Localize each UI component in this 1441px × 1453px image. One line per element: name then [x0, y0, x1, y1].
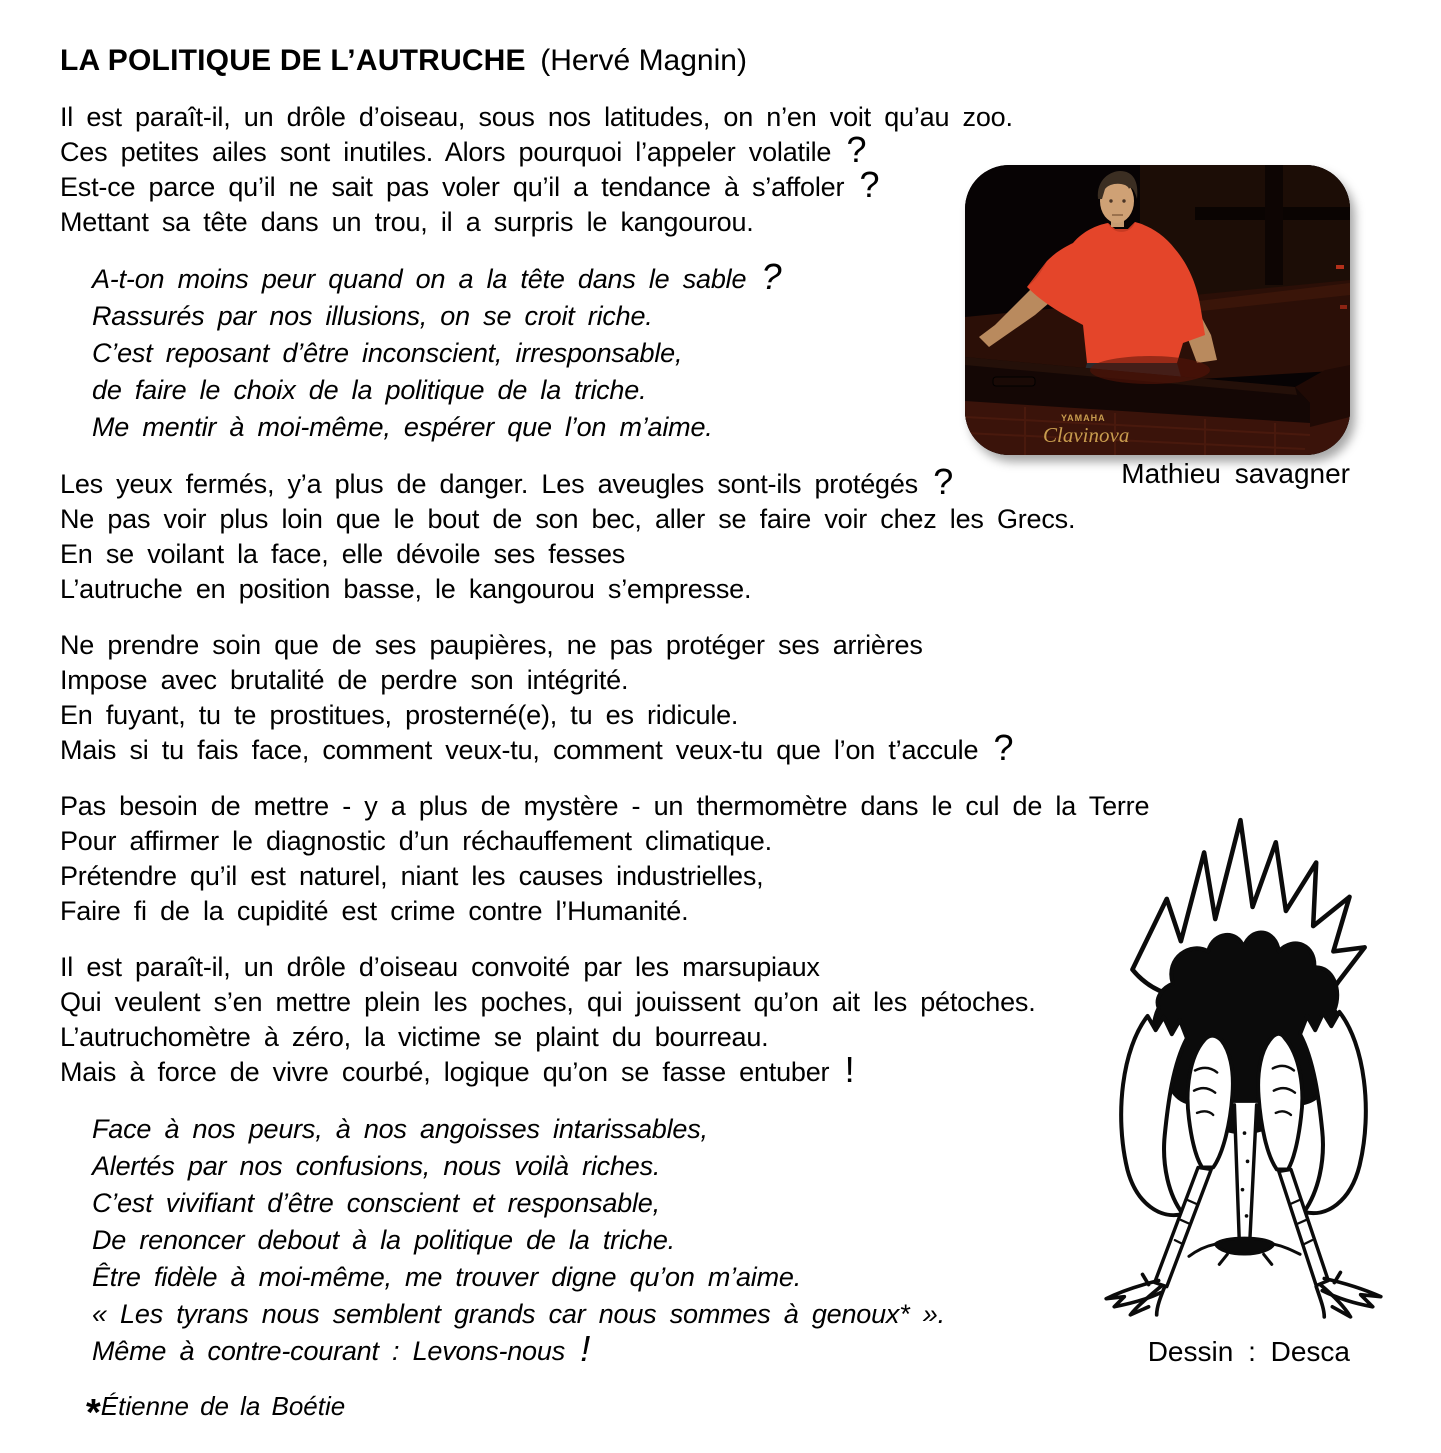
poem-line: Les yeux fermés, y’a plus de danger. Les aveugles sont-ils protégés ? — [60, 461, 954, 502]
large-punctuation: ? — [761, 256, 782, 297]
poem-author: (Hervé Magnin) — [540, 44, 747, 77]
poem-line: Même à contre-courant : Levons-nous ! — [92, 1328, 591, 1369]
large-punctuation: ? — [859, 164, 880, 205]
poem-line: C’est reposant d’être inconscient, irresponsable, — [92, 338, 683, 368]
drawing-credit: Dessin : Desca — [1147, 1336, 1350, 1367]
ostrich-drawing — [1088, 810, 1400, 1330]
footnote — [86, 1391, 1330, 1435]
poem-line: Me mentir à moi-même, espérer que l’on m’aime. — [92, 412, 713, 442]
poem-line: Pour affirmer le diagnostic d’un réchauffement climatique. — [60, 826, 772, 856]
photo-caption: Mathieu savagner — [1121, 458, 1350, 489]
poem-line: Face à nos peurs, à nos angoisses intarissables, — [92, 1114, 708, 1144]
page-title — [60, 44, 1330, 78]
pianist-photo — [965, 165, 1350, 455]
footnote-asterisk: * — [86, 1392, 101, 1434]
poem-line: Est-ce parce qu’il ne sait pas voler qu’il a tendance à s’affoler ? — [60, 164, 880, 205]
poem-line: Alertés par nos confusions, nous voilà riches. — [92, 1151, 661, 1181]
large-punctuation: ! — [580, 1328, 591, 1369]
poem-line: En fuyant, tu te prostitues, prosterné(e), tu es ridicule. — [60, 700, 739, 730]
large-punctuation: ! — [844, 1049, 855, 1090]
poem-line: Mettant sa tête dans un trou, il a surpris le kangourou. — [60, 207, 754, 237]
poem-line: Ces petites ailes sont inutiles. Alors pourquoi l’appeler volatile ? — [60, 129, 867, 170]
ostrich-drawing-image — [1088, 810, 1400, 1330]
poem-line: Faire fi de la cupidité est crime contre l’Humanité. — [60, 896, 689, 926]
large-punctuation: ? — [993, 727, 1014, 768]
poem-line: En se voilant la face, elle dévoile ses fesses — [60, 539, 626, 569]
poem-line: L’autruche en position basse, le kangourou s’empresse. — [60, 574, 752, 604]
yamaha-logo-text: YAMAHA — [1061, 413, 1106, 423]
footnote-text: Étienne de la Boétie — [100, 1391, 346, 1421]
poem-line: L’autruchomètre à zéro, la victime se plaint du bourreau. — [60, 1022, 769, 1052]
poem-line: Ne pas voir plus loin que le bout de son bec, aller se faire voir chez les Grecs. — [60, 504, 1076, 534]
poem-line: De renoncer debout à la politique de la triche. — [92, 1225, 675, 1255]
poem-line: Impose avec brutalité de perdre son intégrité. — [60, 665, 629, 695]
poem-line: Rassurés par nos illusions, on se croit riche. — [92, 301, 653, 331]
poem-line: Il est paraît-il, un drôle d’oiseau, sous nos latitudes, on n’en voit qu’au zoo. — [60, 102, 1013, 132]
poem-line: Qui veulent s’en mettre plein les poches, qui jouissent qu’on ait les pétoches. — [60, 987, 1036, 1017]
poem-title: LA POLITIQUE DE L’AUTRUCHE — [60, 44, 526, 77]
poem-line: « Les tyrans nous semblent grands car nous sommes à genoux* ». — [92, 1299, 945, 1329]
clavinova-logo-text: Clavinova — [1043, 423, 1130, 447]
pianist-photo-image — [965, 165, 1350, 455]
large-punctuation: ? — [846, 129, 867, 170]
poem-line: C’est vivifiant d’être conscient et responsable, — [92, 1188, 660, 1218]
poem-line: Prétendre qu’il est naturel, niant les causes industrielles, — [60, 861, 764, 891]
stanza — [60, 628, 1330, 768]
poem-line: Ne prendre soin que de ses paupières, ne pas protéger ses arrières — [60, 630, 923, 660]
poem-line: Mais si tu fais face, comment veux-tu, comment veux-tu que l’on t’accule ? — [60, 727, 1014, 768]
poem-line: de faire le choix de la politique de la triche. — [92, 375, 647, 405]
poem-line: Pas besoin de mettre - y a plus de mystère - un thermomètre dans le cul de la Terre — [60, 791, 1150, 821]
poem-line: Il est paraît-il, un drôle d’oiseau convoité par les marsupiaux — [60, 952, 820, 982]
poem-line: A-t-on moins peur quand on a la tête dans le sable ? — [92, 256, 782, 297]
poem-line: Être fidèle à moi-même, me trouver digne qu’on m’aime. — [92, 1262, 802, 1292]
poem-line: Mais à force de vivre courbé, logique qu’on se fasse entuber ! — [60, 1049, 855, 1090]
large-punctuation: ? — [933, 461, 954, 502]
